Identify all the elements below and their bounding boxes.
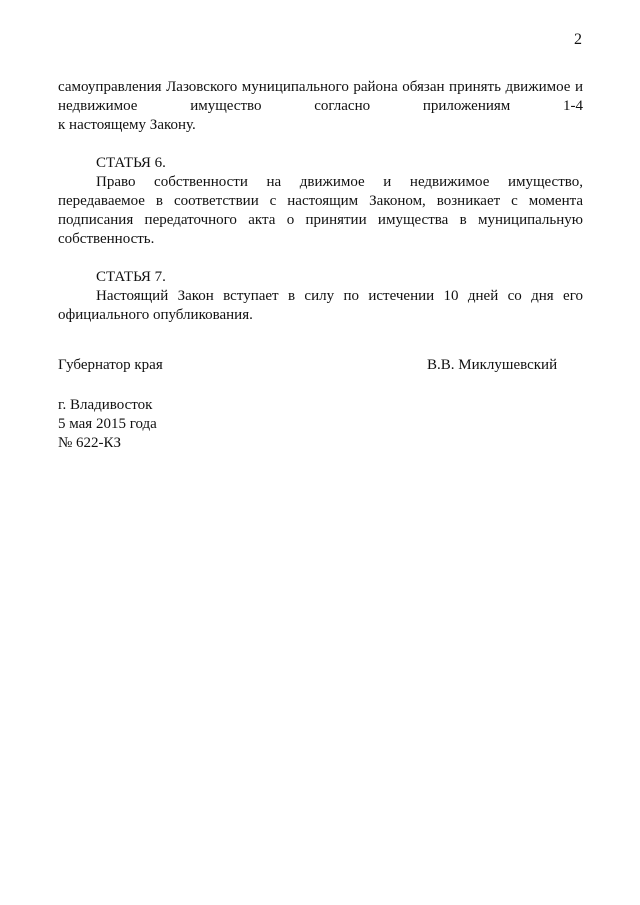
article-7-heading: СТАТЬЯ 7. bbox=[96, 269, 166, 285]
intro-line-1: самоуправления Лазовского муниципального района обязан принять движимое и bbox=[58, 79, 583, 95]
place-date-block bbox=[58, 396, 157, 453]
article-6-line-4: собственность. bbox=[58, 231, 155, 247]
signature-name: В.В. Миклушевский bbox=[427, 357, 558, 373]
signature-row bbox=[58, 356, 558, 375]
article-6-line-3: подписания передаточного акта о принятии имущества в муниципальную bbox=[58, 212, 583, 228]
date: 5 мая 2015 года bbox=[58, 416, 157, 432]
article-6 bbox=[58, 154, 583, 249]
article-6-heading: СТАТЬЯ 6. bbox=[96, 155, 166, 171]
page-number: 2 bbox=[574, 31, 582, 48]
intro-line-3: к настоящему Закону. bbox=[58, 117, 196, 133]
city: г. Владивосток bbox=[58, 397, 153, 413]
article-7-line-1: Настоящий Закон вступает в силу по истечении 10 дней со дня его bbox=[96, 288, 583, 304]
article-7 bbox=[58, 268, 583, 325]
article-6-line-1: Право собственности на движимое и недвижимое имущество, bbox=[96, 174, 583, 190]
intro-line-2: недвижимое имущество согласно приложениям 1-4 bbox=[58, 98, 583, 114]
document-body bbox=[58, 78, 583, 325]
article-7-line-2: официального опубликования. bbox=[58, 307, 253, 323]
law-number: № 622-КЗ bbox=[58, 435, 122, 451]
intro-paragraph bbox=[58, 78, 583, 135]
signature-position: Губернатор края bbox=[58, 357, 163, 373]
article-6-line-2: передаваемое в соответствии с настоящим Законом, возникает с момента bbox=[58, 193, 583, 209]
